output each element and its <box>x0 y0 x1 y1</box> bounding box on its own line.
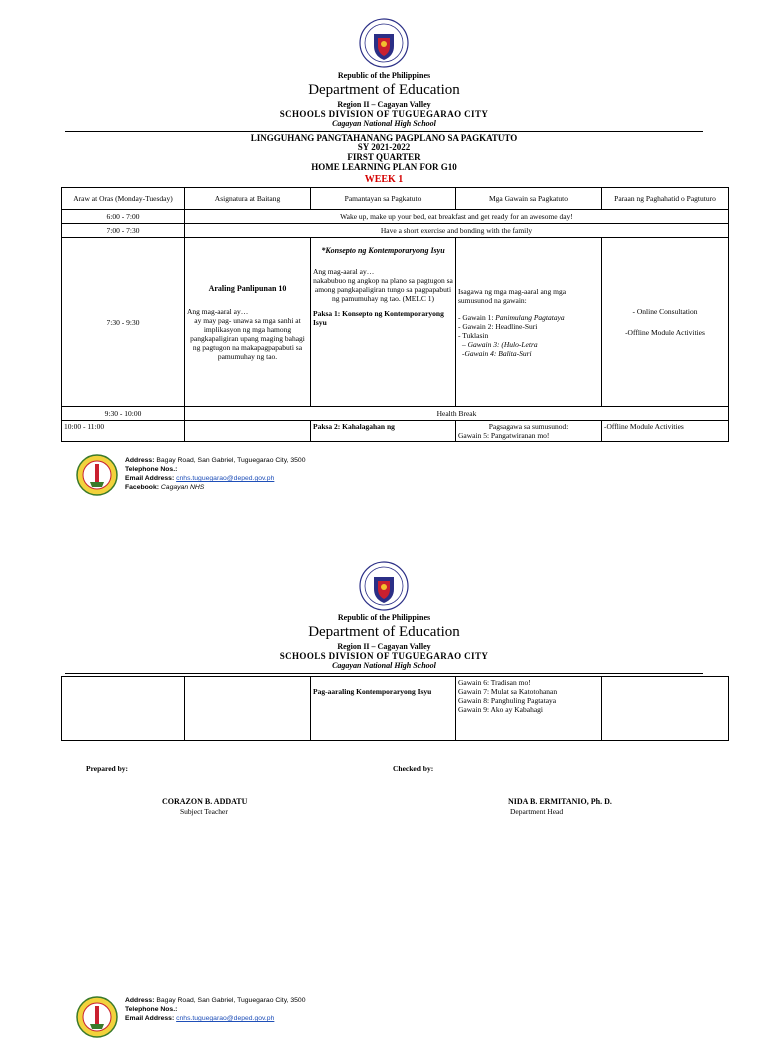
time-cell: 7:00 - 7:30 <box>62 224 185 238</box>
time-cell: 9:30 - 10:00 <box>62 407 185 421</box>
prepared-role: Subject Teacher <box>180 807 228 816</box>
school-name: Cagayan National High School <box>332 661 436 670</box>
school-logo-icon <box>76 454 118 496</box>
routine-cell: Wake up, make up your bed, eat breakfast and get ready for an awesome day! <box>185 210 729 224</box>
time-cell: 6:00 - 7:00 <box>62 210 185 224</box>
facebook-label: Facebook: <box>125 484 159 491</box>
standard-cell <box>311 238 456 407</box>
activities-cell <box>456 421 602 442</box>
activity-item: Gawain 6: Tradisan mo! <box>458 678 531 687</box>
delivery-online: - Online Consultation <box>632 307 698 316</box>
plan-title: LINGGUHANG PANGTAHANANG PAGPLANO SA PAGKATUTO <box>250 133 518 143</box>
prepared-by-label: Prepared by: <box>86 764 129 773</box>
time-cell <box>62 677 185 741</box>
header-divider <box>65 673 703 674</box>
republic-text: Republic of the Philippines <box>337 71 431 80</box>
address-label: Address: <box>125 997 155 1004</box>
table-row <box>62 224 729 238</box>
quarter: FIRST QUARTER <box>347 152 421 162</box>
activity-item: Gawain 8: Panghuling Pagtataya <box>458 696 557 705</box>
subject-cell <box>185 421 311 442</box>
paksa-1: Paksa 1: Konsepto ng Kontemporaryong Isyu <box>313 309 444 327</box>
time-cell: 10:00 - 11:00 <box>62 421 185 442</box>
deped-seal-icon <box>359 18 409 68</box>
delivery-cell <box>602 238 729 407</box>
activity-1-name: Panimulang Pagtataya <box>495 312 565 322</box>
activity-item: - Gawain 2: Headline-Suri <box>458 321 538 331</box>
routine-cell: Have a short exercise and bonding with the family <box>185 224 729 238</box>
phone-label: Telephone Nos.: <box>125 466 178 473</box>
email-label: Email Address: <box>125 475 175 482</box>
subject-lead: Ang mag-aaral ay… <box>187 306 249 316</box>
standard-cell: Paksa 2: Kahalagahan ng <box>311 421 456 442</box>
footer-email <box>125 1014 305 1023</box>
email-label: Email Address: <box>125 1015 175 1022</box>
footer-phone <box>125 1005 305 1014</box>
email-link[interactable]: cnhs.tuguegarao@deped.gov.ph <box>176 1015 275 1022</box>
prepared-name: CORAZON B. ADDATU <box>162 797 248 806</box>
activity-item: Pagsagawa sa sumusunod: <box>488 422 569 431</box>
address-value: Bagay Road, San Gabriel, Tuguegarao City, 3500 <box>156 997 306 1004</box>
table-row <box>62 677 729 741</box>
time-cell: 7:30 - 9:30 <box>62 238 185 407</box>
standard-body-text: nakabubuo ng angkop na plano sa pagtugon sa among pangkapaligiran tungo sa pagpapabuti ng pamumuhay ng tao. <box>313 276 453 303</box>
footer-contact <box>125 456 305 492</box>
division-text: SCHOOLS DIVISION OF TUGUEGARAO CITY <box>279 651 489 661</box>
standard-cell: Pag-aaraling Kontemporaryong Isyu <box>311 677 456 741</box>
address-label: Address: <box>125 457 155 464</box>
header-cell-activities: Mga Gawain sa Pagkatuto <box>456 188 602 210</box>
standard-lead: Ang mag-aaral ay… <box>313 267 375 276</box>
checked-role: Department Head <box>510 807 564 816</box>
standard-title: *Konsepto ng Kontemporaryong Isyu <box>321 246 445 255</box>
break-cell: Health Break <box>185 407 729 421</box>
department-title: Department of Education <box>308 624 460 640</box>
region-text: Region II – Cagayan Valley <box>337 642 431 651</box>
header-cell-subject: Asignatura at Baitang <box>185 188 311 210</box>
activity-item <box>458 313 599 322</box>
learning-plan-table <box>61 187 729 442</box>
melc-code: (MELC 1) <box>402 294 435 303</box>
deped-seal-icon <box>359 561 409 611</box>
table-header-row <box>62 188 729 210</box>
school-name: Cagayan National High School <box>332 119 436 128</box>
week-label: WEEK 1 <box>364 174 404 185</box>
table-row <box>62 421 729 442</box>
footer-address <box>125 996 305 1005</box>
table-row <box>62 407 729 421</box>
footer-email <box>125 474 305 483</box>
activity-item: - Tuklasin <box>458 330 489 340</box>
learning-plan-table-continued <box>61 676 729 741</box>
hlp-title: HOME LEARNING PLAN FOR G10 <box>311 162 457 172</box>
activities-cell <box>456 238 602 407</box>
facebook-value: Cagayan NHS <box>160 484 205 491</box>
activities-intro: Isagawa ng mga mag-aaral ang mga sumusunod na gawain: <box>458 286 567 305</box>
footer-facebook <box>125 483 305 492</box>
email-link[interactable]: cnhs.tuguegarao@deped.gov.ph <box>176 475 275 482</box>
header-cell-standard: Pamantayan sa Pagkatuto <box>311 188 456 210</box>
delivery-cell: -Offline Module Activities <box>602 421 729 442</box>
school-logo-icon <box>76 996 118 1038</box>
delivery-cell <box>602 677 729 741</box>
delivery-offline: -Offline Module Activities <box>625 328 705 337</box>
activity-1-prefix: - Gawain 1: <box>458 312 494 322</box>
activity-item: Gawain 7: Mulat sa Katotohanan <box>458 687 558 696</box>
activity-item: Gawain 5: Pangatwiranan mo! <box>458 431 550 440</box>
header-cell-time: Araw at Oras (Monday-Tuesday) <box>62 188 185 210</box>
standard-body <box>313 276 453 303</box>
subject-cell <box>185 238 311 407</box>
header-cell-delivery: Paraan ng Paghahatid o Pagtuturo <box>602 188 729 210</box>
activity-item: -Gawain 4: Balita-Suri <box>462 348 532 358</box>
region-text: Region II – Cagayan Valley <box>337 100 431 109</box>
activity-item: Gawain 9: Ako ay Kabahagi <box>458 705 543 714</box>
checked-by-label: Checked by: <box>393 764 434 773</box>
table-row <box>62 238 729 407</box>
footer-contact <box>125 996 305 1023</box>
school-year: SY 2021-2022 <box>357 142 411 152</box>
address-value: Bagay Road, San Gabriel, Tuguegarao City, 3500 <box>156 457 306 464</box>
checked-name: NIDA B. ERMITANIO, Ph. D. <box>508 797 612 806</box>
footer-address <box>125 456 305 465</box>
subject-cell <box>185 677 311 741</box>
activity-item: – Gawain 3: (Hulo-Letra <box>462 339 538 349</box>
subject-body: ay may pag- unawa sa mga sanhi at implikasyon ng mga hamong pangkapaligiran upang maging bahagi ng pagtugon na makapagpapabuti sa pamumuhay ng tao. <box>190 315 305 361</box>
department-title: Department of Education <box>308 82 460 98</box>
phone-label: Telephone Nos.: <box>125 1006 178 1013</box>
footer-phone <box>125 465 305 474</box>
table-row <box>62 210 729 224</box>
activities-cell <box>456 677 602 741</box>
subject-title: Araling Panlipunan 10 <box>208 283 287 293</box>
republic-text: Republic of the Philippines <box>337 613 431 622</box>
division-text: SCHOOLS DIVISION OF TUGUEGARAO CITY <box>279 109 489 119</box>
header-divider <box>65 131 703 132</box>
